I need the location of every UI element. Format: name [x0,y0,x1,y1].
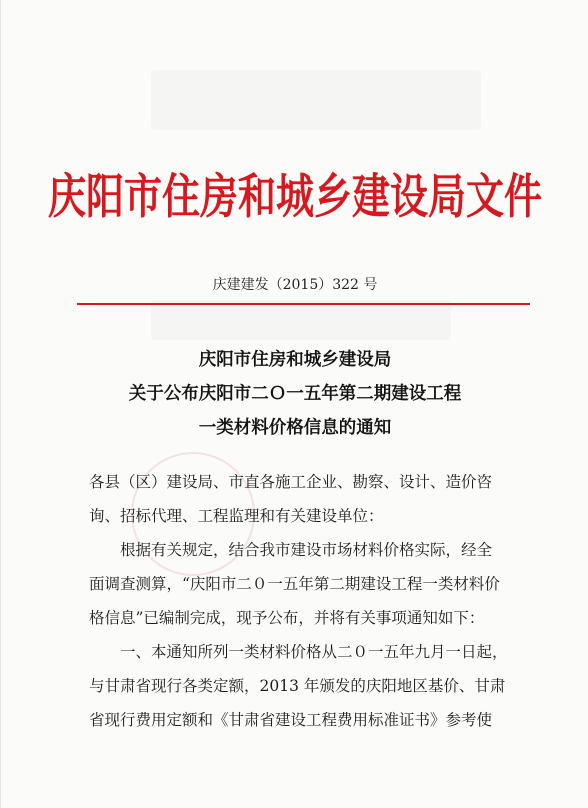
notice-title-line: 关于公布庆阳市二Ｏ一五年第二期建设工程 [128,384,462,404]
notice-title [1,343,588,445]
notice-title-line: 一类材料价格信息的通知 [198,418,392,438]
body-line: 格信息”已编制完成，现予公布，并将有关事项通知如下： [89,609,485,627]
document-number: 庆建建发（2015）322 号 [212,277,378,293]
body-line: 省现行费用定额和《甘肃省建设工程费用标准证书》参考使 [89,711,493,729]
document-header-title: 庆阳市住房和城乡建设局文件 [47,168,542,225]
notice-title-line: 庆阳市住房和城乡建设局 [198,350,392,370]
body-line: 一、本通知所列一类材料价格从二０一五年九月一日起， [89,643,508,661]
body-line: 面调查测算，“庆阳市二０一五年第二期建设工程一类材料价 [89,575,500,593]
body-line: 询、招标代理、工程监理和有关建设单位： [89,507,384,525]
show-through-texture [151,300,451,340]
red-separator-line [77,303,530,305]
show-through-texture [151,70,481,130]
body-line: 各县（区）建设局、市直各施工企业、勘察、设计、造价咨 [89,473,493,491]
body-line: 与甘肃省现行各类定额，2013 年颁发的庆阳地区基价、甘肃 [89,677,506,695]
notice-body [89,465,529,737]
body-line: 根据有关规定，结合我市建设市场材料价格实际，经全 [89,541,493,559]
